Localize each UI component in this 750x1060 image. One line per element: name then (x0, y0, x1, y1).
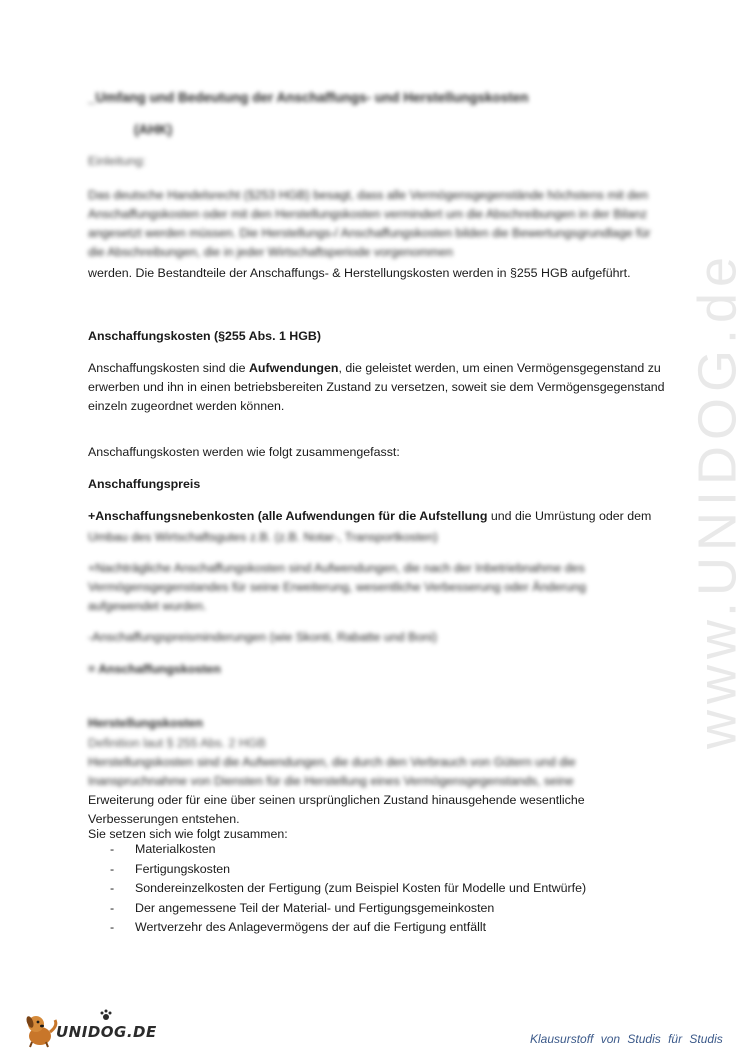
list-dash: - (110, 861, 115, 876)
ak-nebenkosten-bold: +Anschaffungsnebenkosten (alle Aufwendungen für die Aufstellung (88, 509, 488, 523)
footer-claim: Klausurstoff von Studis für Studis (530, 1032, 723, 1046)
list-item (110, 879, 586, 899)
hk-definition-reference: Definition laut § 255 Abs. 2 HGB (88, 736, 266, 750)
ak-result: = Anschaffungskosten (88, 662, 221, 676)
ak-summary: Anschaffungskosten werden wie folgt zusammengefasst: (88, 445, 400, 459)
ak-nachtraegliche: +Nachträgliche Anschaffungskosten sind Aufwendungen, die nach der Inbetriebnahme des Vermögensgegenstandes für seine Erweiterung, wesentliche Verbesserung oder Änderung aufgewendet wurden. (88, 561, 587, 613)
intro-paragraph-blurred: Das deutsche Handelsrecht (§253 HGB) besagt, dass alle Vermögensgegenstände höchstens mit den Anschaffungskosten oder mit den Herstellungskosten vermindert um die Abschreibungen in der Bilanz angesetzt werden müssen. Die Herstellungs-/ Anschaffungskosten bilden die Bewertungsgrundlage für die Abschreibungen, die in jeder Wirtschaftsperiode vorgenommen (88, 188, 651, 259)
list-item (110, 840, 586, 860)
intro-paragraph-visible: werden. Die Bestandteile der Anschaffungs- & Herstellungskosten werden in §255 HGB aufgeführt. (88, 266, 631, 280)
list-item-text: Sondereinzelkosten der Fertigung (zum Beispiel Kosten für Modelle und Entwürfe) (135, 881, 587, 896)
list-item-text: Der angemessene Teil der Material- und Fertigungsgemeinkosten (135, 900, 495, 915)
list-item (110, 918, 586, 938)
hk-definition-visible: Erweiterung oder für eine über seinen ursprünglichen Zustand hinausgehende wesentliche Verbesserungen entstehen. (88, 793, 585, 826)
document-title-abbreviation: (AHK) (134, 122, 173, 137)
ak-definition (88, 359, 668, 416)
hk-definition-blurred: Herstellungskosten sind die Aufwendungen, die durch den Verbrauch von Gütern und die Inanspruchnahme von Diensten für die Herstellung eines Vermögensgegenstands, seine (88, 755, 576, 788)
list-dash: - (110, 920, 115, 935)
unidog-logo[interactable] (22, 1012, 162, 1048)
list-item-text: Wertverzehr des Anlagevermögens der auf die Fertigung entfällt (135, 920, 487, 935)
ak-definition-post: , die geleistet werden, um einen Vermögensgegenstand zu erwerben und ihn in einen betriebsbereiten Zustand zu versetzen, soweit sie dem Vermögensgegenstand einzeln zugeordnet werden können. (88, 361, 665, 413)
list-item (110, 860, 586, 880)
list-item-text: Materialkosten (135, 842, 216, 856)
paw-icon (99, 1008, 113, 1022)
ak-heading: Anschaffungskosten (§255 Abs. 1 HGB) (88, 329, 321, 343)
ak-nebenkosten-continued: Umbau des Wirtschaftsgutes z.B. (z.B. Notar-, Transportkosten) (88, 530, 438, 544)
ak-definition-bold: Aufwendungen (248, 361, 339, 375)
ak-definition-pre: Anschaffungskosten sind die (88, 361, 249, 375)
list-dash: - (110, 881, 115, 896)
document-title: _Umfang und Bedeutung der Anschaffungs- und Herstellungskosten (88, 90, 529, 105)
list-item-text: Fertigungskosten (135, 861, 231, 876)
list-dash: - (110, 900, 115, 915)
logo-text: UNIDOG.DE (56, 1023, 157, 1041)
hk-compose-intro: Sie setzen sich wie folgt zusammen: (88, 827, 288, 841)
watermark-text: www.UNIDOG.de (687, 250, 748, 750)
list-item (110, 899, 586, 919)
ak-price: Anschaffungspreis (88, 477, 201, 491)
hk-heading: Herstellungskosten (88, 716, 203, 730)
ak-minderung: -Anschaffungspreisminderungen (wie Skonti, Rabatte und Boni) (88, 630, 437, 644)
ak-nebenkosten-rest: und die Umrüstung oder dem (487, 509, 652, 523)
ak-nebenkosten (88, 507, 688, 526)
hk-component-list (110, 840, 586, 938)
list-dash: - (110, 842, 115, 856)
intro-heading: Einleitung: (88, 154, 146, 168)
